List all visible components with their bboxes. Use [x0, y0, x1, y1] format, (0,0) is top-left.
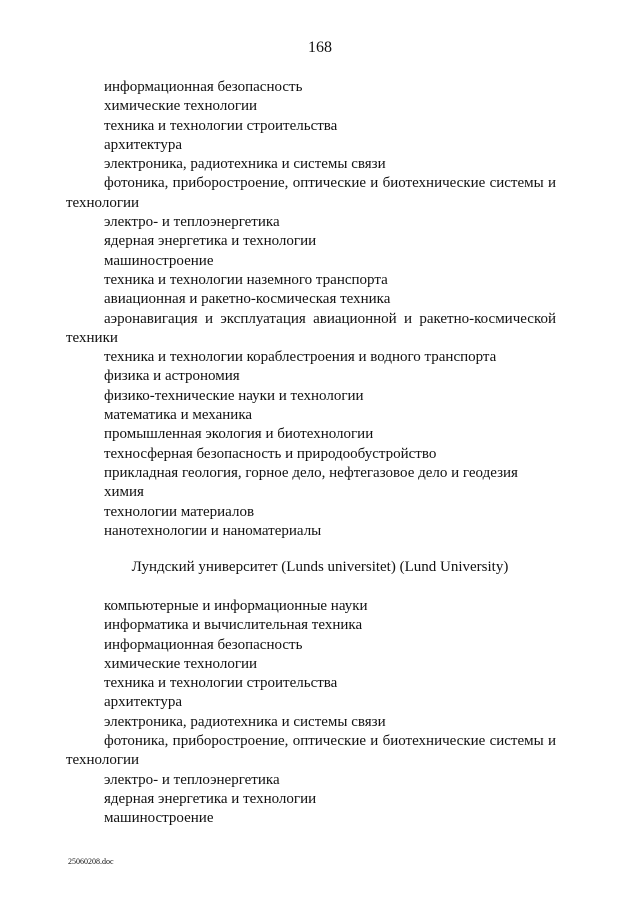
list-item: аэронавигация и эксплуатация авиационной и ракетно-космической техники — [66, 310, 556, 346]
list-item: химия — [104, 484, 144, 501]
list-item: машиностроение — [104, 810, 214, 827]
list-item: техника и технологии строительства — [104, 675, 338, 692]
list-item: электроника, радиотехника и системы связи — [104, 156, 386, 173]
list-item: информатика и вычислительная техника — [104, 617, 363, 634]
subject-list-previous — [66, 78, 556, 541]
university-heading: Лундский университет (Lunds universitet) (Lund University) — [131, 559, 509, 575]
page-number: 168 — [308, 39, 332, 56]
list-item: нанотехнологии и наноматериалы — [104, 522, 322, 539]
list-item: техника и технологии наземного транспорта — [104, 271, 388, 288]
list-item: информационная безопасность — [104, 79, 303, 95]
list-item: машиностроение — [104, 252, 214, 269]
list-item: математика и механика — [104, 407, 253, 424]
list-item: техносферная безопасность и природообустройство — [104, 445, 437, 462]
list-item: электроника, радиотехника и системы связи — [104, 713, 386, 730]
subject-list-lund — [66, 597, 556, 829]
list-item: архитектура — [104, 694, 183, 711]
list-item: физика и астрономия — [104, 368, 240, 385]
document-filename: 25060208.doc — [68, 857, 114, 866]
list-item: фотоника, приборостроение, оптические и биотехнические системы и технологии — [66, 175, 556, 211]
list-item: электро- и теплоэнергетика — [104, 771, 280, 788]
list-item: компьютерные и информационные науки — [104, 598, 368, 614]
list-item: ядерная энергетика и технологии — [104, 790, 317, 807]
list-item: техника и технологии строительства — [104, 117, 338, 134]
list-item: архитектура — [104, 136, 183, 153]
list-item: информационная безопасность — [104, 636, 303, 653]
list-item: электро- и теплоэнергетика — [104, 214, 280, 231]
list-item: прикладная геология, горное дело, нефтегазовое дело и геодезия — [104, 464, 518, 481]
list-item: химические технологии — [104, 98, 258, 115]
list-item: физико-технические науки и технологии — [104, 387, 364, 404]
list-item: техника и технологии кораблестроения и водного транспорта — [104, 349, 497, 366]
list-item: промышленная экология и биотехнологии — [104, 426, 374, 443]
list-item: ядерная энергетика и технологии — [104, 233, 317, 250]
list-item: химические технологии — [104, 655, 258, 672]
list-item: технологии материалов — [104, 503, 255, 520]
list-item: фотоника, приборостроение, оптические и биотехнические системы и технологии — [66, 733, 556, 769]
list-item: авиационная и ракетно-космическая техника — [104, 291, 391, 308]
